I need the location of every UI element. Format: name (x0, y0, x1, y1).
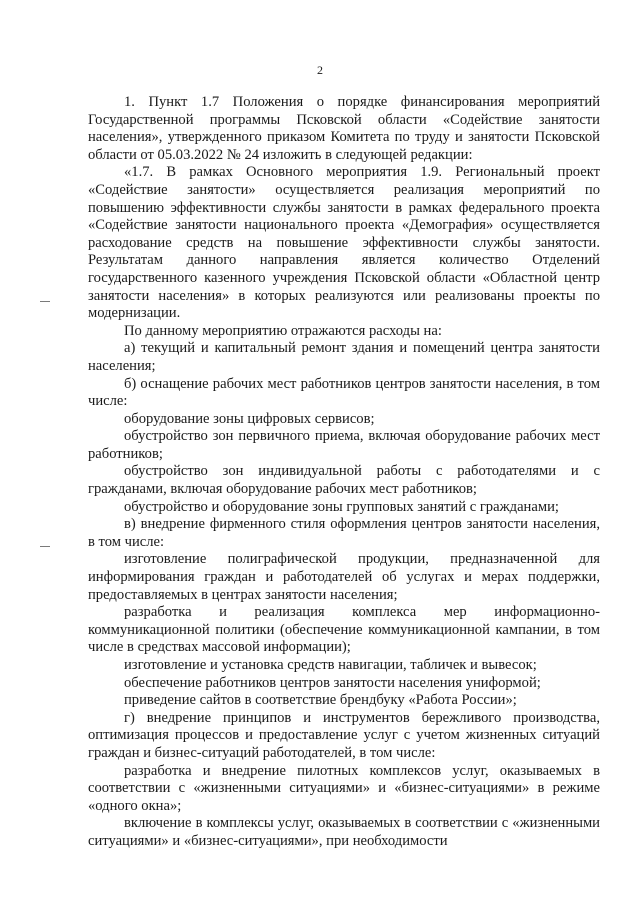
paragraph: а) текущий и капитальный ремонт здания и помещений центра занятости населения; (88, 340, 600, 374)
paragraph: г) внедрение принципов и инструментов бережливого производства, оптимизация процессов и предоставление услуг с учетом жизненных ситуаций граждан и бизнес-ситуаций работодателей, в том числе: (88, 709, 600, 761)
page-number: 2 (317, 63, 323, 77)
margin-mark (40, 546, 50, 547)
paragraph: приведение сайтов в соответствие брендбуку «Работа России»; (124, 692, 517, 709)
paragraph: 1. Пункт 1.7 Положения о порядке финансирования мероприятий Государственной программы Псковской области «Содействие занятости населения», утвержденного приказом Комитета по труду и занятости Псковской области от 05.03.2022 № 24 изложить в следующей редакции: (88, 94, 600, 163)
margin-mark (40, 301, 50, 302)
paragraph: в) внедрение фирменного стиля оформления центров занятости населения, в том числе: (88, 516, 600, 550)
paragraph: включение в комплексы услуг, оказываемых в соответствии с «жизненными ситуациями» и «бизнес-ситуациями», при необходимости (88, 815, 600, 849)
paragraph: изготовление и установка средств навигации, табличек и вывесок; (124, 657, 537, 673)
document-body (88, 94, 600, 851)
paragraph: обустройство и оборудование зоны групповых занятий с гражданами; (124, 498, 559, 515)
paragraph: б) оснащение рабочих мест работников центров занятости населения, в том числе: (88, 375, 600, 410)
paragraph: оборудование зоны цифровых сервисов; (124, 410, 375, 427)
paragraph: обустройство зон первичного приема, включая оборудование рабочих мест работников; (88, 428, 600, 462)
paragraph: разработка и реализация комплекса мер информационно-коммуникационной политики (обеспечение коммуникационной кампании, в том числе в средствах массовой информации); (88, 604, 600, 656)
paragraph: изготовление полиграфической продукции, предназначенной для информирования граждан и работодателей об услугах и мерах поддержки, предоставляемых в центрах занятости населения; (88, 551, 600, 603)
paragraph: обустройство зон индивидуальной работы с работодателями и с гражданами, включая оборудование рабочих мест работников; (88, 463, 600, 498)
paragraph: «1.7. В рамках Основного мероприятия 1.9. Региональный проект «Содействие занятости» осуществляется реализация мероприятий по повышению эффективности службы занятости в рамках федерального проекта «Содействие занятости национального проекта «Демография» осуществляется расходование средств на повышение эффективности службы занятости. Результатам данного направления является количество Отделений государственного казенного учреждения Псковской области «Областной центр занятости населения» в которых реализуются или реализованы проекты по модернизации. (88, 164, 600, 322)
paragraph: По данному мероприятию отражаются расходы на: (124, 322, 442, 339)
paragraph: разработка и внедрение пилотных комплексов услуг, оказываемых в соответствии с «жизненными ситуациями» и «бизнес-ситуациями» в режиме «одного окна»; (88, 762, 600, 814)
paragraph: обеспечение работников центров занятости населения униформой; (124, 674, 541, 691)
